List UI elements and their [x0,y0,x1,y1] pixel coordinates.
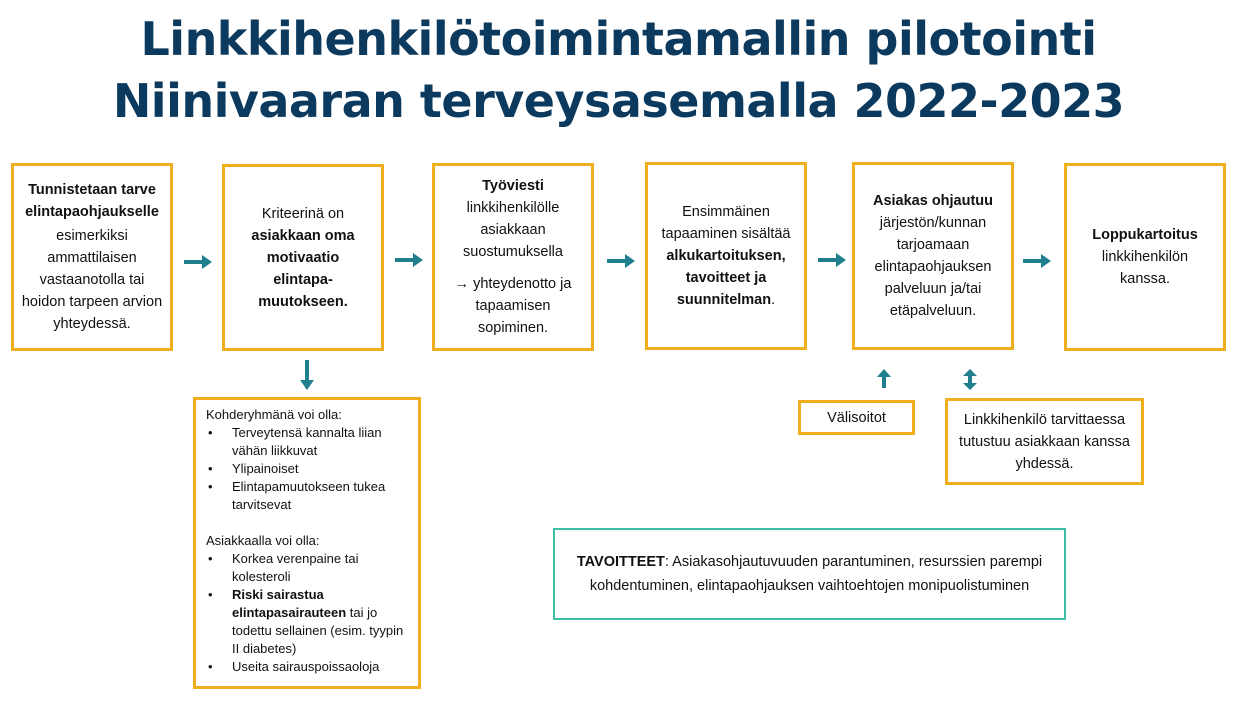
title-line-1: Linkkihenkilötoimintamallin pilotointi [140,12,1097,66]
right-arrow-icon: → [454,276,470,292]
step-4-box [645,162,807,350]
list-item [232,586,410,658]
step-5-bold: Asiakas ohjautuu [872,193,994,209]
flow-arrow-icon-3 [607,254,635,268]
step-5-text: järjestön/kunnan tarjoamaan elintapaohjauksen palveluun ja/tai etäpalveluun. [874,215,992,319]
flow-arrow-icon-5 [1023,254,1051,268]
goals-box [553,528,1066,620]
list-item: • Korkea verenpaine tai kolesteroli [232,550,410,586]
flow-arrow-icon-2 [395,253,423,267]
step-3-bold: Työviesti [482,178,544,194]
step-4-post: . [771,292,776,308]
list-item: • Terveytensä kannalta liian vähän liikkuvat [232,424,410,460]
goals-text-wrap [567,550,1052,598]
list-item: • Elintapamuutokseen tukea tarvitsevat [232,478,410,514]
goals-text: : Asiakasohjautuvuuden parantuminen, resurssien parempi kohdentuminen, elintapaohjauksen vaihtoehtojen monipuolistuminen [589,554,1043,594]
list-item: • Useita sairauspoissaoloja [232,658,410,676]
step-1-bold: Tunnistetaan tarve elintapaohjaukselle [25,182,159,220]
step-3-text2: yhteydenotto ja tapaamisen sopiminen. [473,276,572,336]
step-4-pre: Ensimmäinen tapaaminen sisältää [661,204,791,242]
step-4-bold: alkukartoituksen, tavoitteet ja suunnitelman [666,248,786,308]
up-arrow-icon [877,369,891,388]
linkkihenkilo-text: Linkkihenkilö tarvittaessa tutustuu asiakkaan kanssa yhdessä. [959,411,1130,472]
page-title [0,8,1237,132]
title-line-2: Niinivaaran terveysasemalla 2022-2023 [112,74,1125,128]
step-2-pre: Kriteerinä on [261,205,345,222]
double-arrow-icon [963,369,977,390]
valisoitot-box [798,400,915,435]
step-3-followup [443,273,583,339]
step-3-text: linkkihenkilölle asiakkaan suostumuksella [463,200,563,260]
step-6-text: linkkihenkilön kanssa. [1101,249,1189,287]
step-2-box [222,164,384,351]
flow-arrow-icon-4 [818,253,846,267]
step-1-box [11,163,173,351]
target-heading-1: Kohderyhmänä voi olla: [206,407,342,422]
target-heading-2: Asiakkaalla voi olla: [206,533,320,548]
down-arrow-icon [300,360,314,390]
step-1-text: esimerkiksi ammattilaisen vastaanotolla tai hoidon tarpeen arvion yhteydessä. [21,228,163,332]
step-5-box [852,162,1014,350]
linkkihenkilo-box [945,398,1144,485]
step-2-bold: asiakkaan oma motivaatio elintapa-muutokseen. [251,227,355,310]
flow-arrow-icon-1 [184,255,212,269]
goals-label: TAVOITTEET [576,554,665,570]
risk-rest: tai jo todettu sellainen (esim. tyypin II diabetes) [232,605,404,656]
valisoitot-label: Välisoitot [827,409,886,426]
target-list-2 [206,550,410,676]
step-6-bold: Loppukartoitus [1092,227,1198,243]
step-3-box [432,163,594,351]
target-group-box [193,397,421,689]
target-list-1 [206,424,410,514]
list-item: • Ylipainoiset [232,460,410,478]
risk-bold: Riski sairastua elintapasairauteen [232,587,347,620]
step-6-box [1064,163,1226,351]
